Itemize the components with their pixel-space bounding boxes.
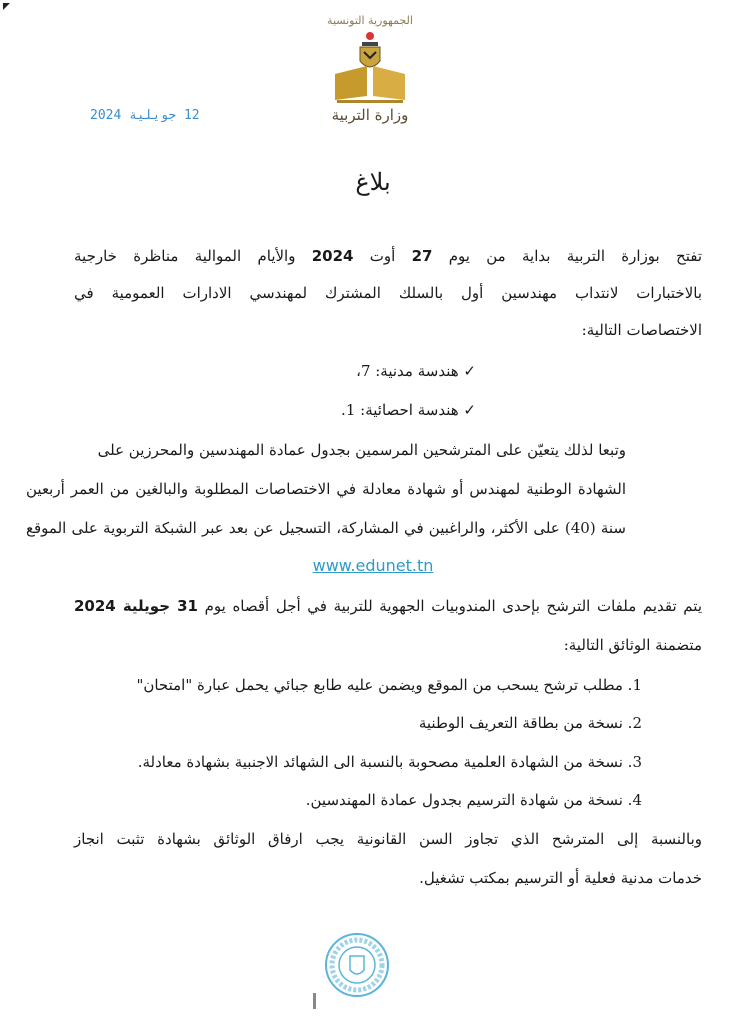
- check-icon: ✓: [458, 362, 476, 380]
- page-title: بلاغ: [355, 168, 391, 196]
- date-stamp: 12 جويلية 2024: [90, 108, 200, 123]
- document-item: 4. نسخة من شهادة الترسيم بجدول عمادة المهندسين.: [305, 791, 642, 809]
- page-marker: [313, 993, 316, 1009]
- paragraph-line: سنة (40) على الأكثر، والراغبين في المشاركة، التسجيل عن بعد عبر الشبكة التربوية على الموقع: [26, 519, 626, 537]
- specialty-item: ✓ هندسة احصائية: 1.: [341, 401, 476, 419]
- republic-label: الجمهورية التونسية: [327, 14, 413, 27]
- paragraph-line: متضمنة الوثائق التالية:: [563, 636, 702, 654]
- check-icon: ✓: [458, 401, 476, 419]
- paragraph-line: الاختصاصات التالية:: [581, 321, 702, 339]
- paragraph-line: الشهادة الوطنية لمهندس أو شهادة معادلة في الاختصاصات المطلوبة والبالغين من العمر أربعين: [26, 480, 626, 498]
- specialty-item: ✓ هندسة مدنية: 7،: [356, 362, 476, 380]
- edunet-link[interactable]: www.edunet.tn: [312, 556, 434, 575]
- book-crest-icon: [331, 30, 409, 106]
- ministry-label: وزارة التربية: [331, 106, 409, 124]
- paragraph-line: تفتح بوزارة التربية بداية من يوم 27 أوت 2024 والأيام الموالية مناظرة خارجية: [74, 247, 702, 265]
- document-item: 2. نسخة من بطاقة التعريف الوطنية: [418, 714, 642, 732]
- ministry-logo: [325, 10, 415, 125]
- paragraph-line: يتم تقديم ملفات الترشح بإحدى المندوبيات الجهوية للتربية في أجل أقصاه يوم 31 جويلية 2024: [74, 597, 702, 615]
- paragraph-line: خدمات مدنية فعلية أو الترسيم بمكتب تشغيل.: [419, 869, 702, 887]
- official-seal-icon: [324, 932, 390, 998]
- paragraph-line: بالاختبارات لانتداب مهندسين أول بالسلك المشترك لمهندسي الادارات العمومية في: [74, 284, 702, 302]
- paragraph-line: وبالنسبة إلى المترشح الذي تجاوز السن القانونية يجب ارفاق الوثائق بشهادة تثبت انجاز: [74, 830, 702, 848]
- document-item: 1. مطلب ترشح يسحب من الموقع ويضمن عليه طابع جبائي يحمل عبارة "امتحان": [136, 676, 642, 694]
- paragraph-line: وتبعا لذلك يتعيّن على المترشحين المرسمين بجدول عمادة المهندسين والمحرزين على: [97, 441, 626, 459]
- document-item: 3. نسخة من الشهادة العلمية مصحوبة بالنسبة الى الشهائد الاجنبية بشهادة معادلة.: [137, 753, 642, 771]
- scan-corner-mark: [3, 3, 10, 10]
